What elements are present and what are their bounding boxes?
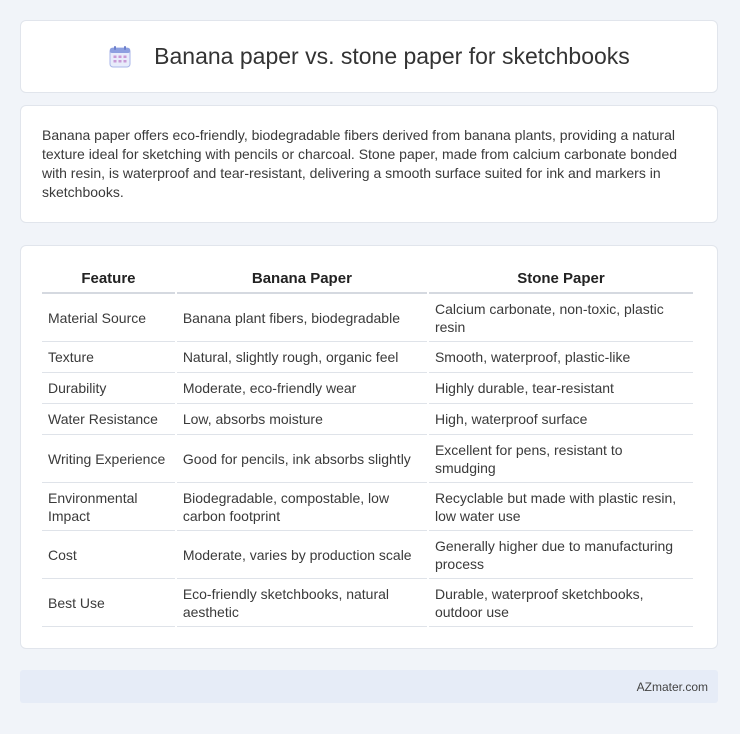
stone-cell: Generally higher due to manufacturing process <box>429 531 693 579</box>
header-banana-paper: Banana Paper <box>177 264 427 294</box>
stone-cell: Calcium carbonate, non-toxic, plastic resin <box>429 294 693 342</box>
feature-cell: Environmental Impact <box>42 483 175 531</box>
table-row <box>42 579 693 627</box>
footer-bar <box>20 670 718 703</box>
feature-cell: Durability <box>42 373 175 404</box>
feature-cell: Cost <box>42 531 175 579</box>
comparison-table <box>40 264 695 627</box>
table-row <box>42 531 693 579</box>
table-header-row <box>42 264 693 294</box>
stone-cell: Excellent for pens, resistant to smudging <box>429 435 693 483</box>
banana-cell: Moderate, eco-friendly wear <box>177 373 427 404</box>
table-row <box>42 483 693 531</box>
footer-brand[interactable]: AZmater.com <box>636 679 708 694</box>
comparison-card <box>20 245 718 649</box>
calendar-icon <box>108 45 132 69</box>
banana-cell: Eco-friendly sketchbooks, natural aesthetic <box>177 579 427 627</box>
stone-cell: Durable, waterproof sketchbooks, outdoor use <box>429 579 693 627</box>
stone-cell: Highly durable, tear-resistant <box>429 373 693 404</box>
header-feature: Feature <box>42 264 175 294</box>
table-row <box>42 342 693 373</box>
banana-cell: Good for pencils, ink absorbs slightly <box>177 435 427 483</box>
stone-cell: Smooth, waterproof, plastic-like <box>429 342 693 373</box>
title-card <box>20 20 718 93</box>
page-title: Banana paper vs. stone paper for sketchbooks <box>154 43 630 69</box>
banana-cell: Low, absorbs moisture <box>177 404 427 435</box>
header-stone-paper: Stone Paper <box>429 264 693 294</box>
banana-cell: Moderate, varies by production scale <box>177 531 427 579</box>
table-row <box>42 435 693 483</box>
stone-cell: High, waterproof surface <box>429 404 693 435</box>
feature-cell: Writing Experience <box>42 435 175 483</box>
table-row <box>42 373 693 404</box>
feature-cell: Material Source <box>42 294 175 342</box>
feature-cell: Best Use <box>42 579 175 627</box>
stone-cell: Recyclable but made with plastic resin, low water use <box>429 483 693 531</box>
table-row <box>42 294 693 342</box>
feature-cell: Water Resistance <box>42 404 175 435</box>
banana-cell: Banana plant fibers, biodegradable <box>177 294 427 342</box>
table-row <box>42 404 693 435</box>
banana-cell: Natural, slightly rough, organic feel <box>177 342 427 373</box>
banana-cell: Biodegradable, compostable, low carbon footprint <box>177 483 427 531</box>
feature-cell: Texture <box>42 342 175 373</box>
intro-card <box>20 105 718 223</box>
intro-text: Banana paper offers eco-friendly, biodegradable fibers derived from banana plants, providing a natural texture ideal for sketching with pencils or charcoal. Stone paper, made from calcium carbonate bonded with resin, is waterproof and tear-resistant, delivering a smooth surface suited for ink and markers in sketchbooks. <box>42 127 678 200</box>
